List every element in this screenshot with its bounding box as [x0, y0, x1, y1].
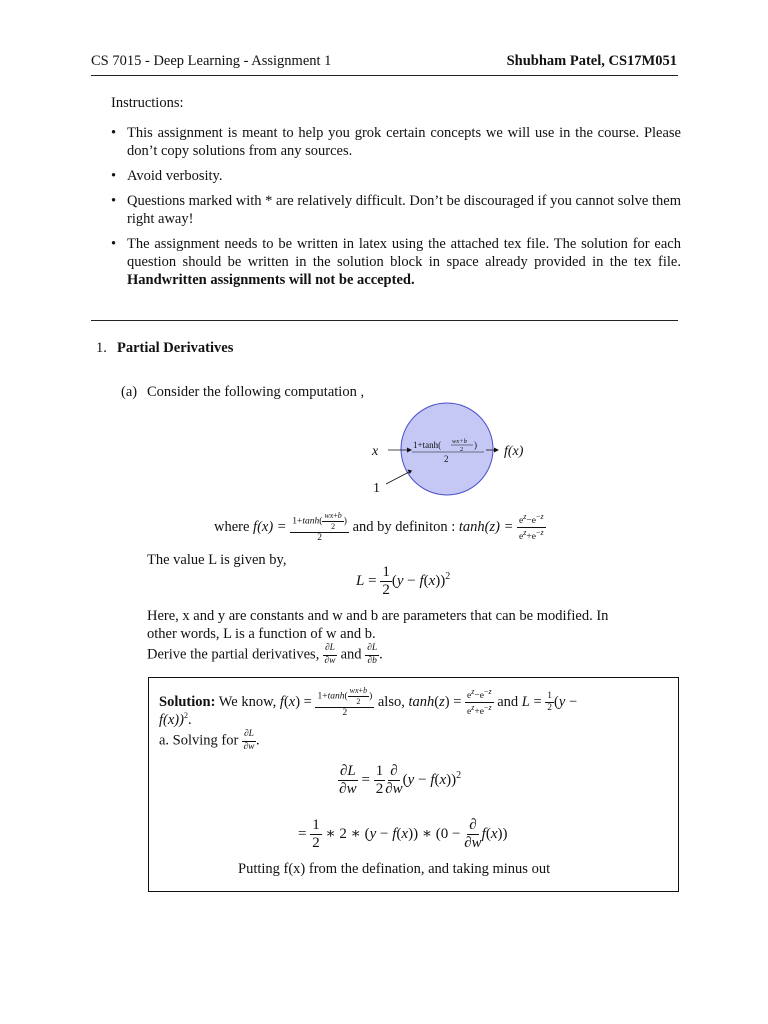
computation-diagram [360, 400, 540, 505]
author-id: CS17M051 [608, 53, 677, 69]
derive-text: Derive the partial derivatives, $\frac{\partial L}{\partial w}$ and $\frac{\partial L}{\partial b}$ . [147, 643, 383, 666]
section-title: Partial Derivatives [117, 340, 234, 356]
loss-equation: L = $\frac{1}{2}$ $(y - f(x))^2$ [356, 564, 451, 598]
instruction-bold-note: Handwritten assignments will not be accepted. [127, 272, 415, 288]
output-arrowhead [494, 448, 499, 453]
input-x-label: x [372, 444, 379, 459]
solution-label: Solution: [159, 694, 216, 711]
input-one-arrow [386, 472, 409, 484]
here-line-2: other words, L is a function of w and b. [147, 626, 376, 642]
author-separator: , [601, 53, 609, 69]
node-denominator: 2 [444, 454, 449, 464]
section-number: 1. [96, 340, 107, 356]
section-rule [91, 320, 678, 321]
instruction-item: • Avoid verbosity. [111, 167, 681, 185]
author-header [507, 53, 677, 70]
instruction-item: • This assignment is meant to help you grok certain concepts we will use in the course. Please don’t copy solutions from any sources. [111, 124, 681, 160]
output-label: f(x) [504, 444, 524, 459]
derivative-equation-1: $\frac{\partial L}{\partial w}$ = $\frac{1}{2}$ $\frac{\partial}{\partial w}$ $(y - f(x))^2$ [339, 763, 462, 797]
solution-putting-line: Putting f(x) from the defination, and taking minus out [238, 861, 551, 877]
value-text: The value L is given by, [147, 552, 287, 568]
solution-line-1: Solution: We know, f(x) = 1+tanh( $\frac{wx+b}{2}$ ) 2 also, tanh(z) = $\frac{e^z-e^{-z}}{e^z+e^{-z}}$ and L = $\frac{1}{2}$ (y − [159, 686, 578, 718]
instruction-item: • Questions marked with * are relatively difficult. Don’t be discouraged if you cannot solve them right away! [111, 192, 681, 228]
solution-line-2: f(x))$^2$. [159, 711, 192, 728]
question-intro: Consider the following computation , [147, 384, 365, 400]
where-definition: where f(x) = 1+tanh( $\frac{wx+b}{2}$ ) 2 and by definiton : tanh(z) = $\frac{e^z-e^{-z}}{e^z+e^{-z}}$ [214, 511, 544, 543]
question-label: (a) [121, 384, 138, 400]
fx-fraction: 1+tanh( $\frac{wx+b}{2}$ ) 2 [292, 511, 347, 543]
tanh-fraction: $\frac{e^z-e^{-z}}{e^z+e^{-z}}$ [519, 511, 544, 543]
instructions-list [111, 124, 681, 296]
derivative-equation-2: = $\frac{1}{2}$ ∗ 2 ∗ (y − f(x)) ∗ (0 − $\frac{\partial}{\partial w}$ f(x)) [298, 817, 508, 851]
course-header: CS 7015 - Deep Learning - Assignment 1 [91, 53, 332, 69]
author-name: Shubham Patel [506, 53, 602, 69]
node-inner-denominator: 2 [460, 446, 464, 453]
node-numerator: 1+tanh( [413, 440, 442, 450]
instructions-label: Instructions: [111, 95, 184, 111]
header-rule [91, 75, 678, 76]
node-close-paren: ) [474, 440, 477, 450]
instruction-item: • The assignment needs to be written in latex using the attached tex file. The solution for each question should be written in the solution block in space already provided in the tex file. Handwritten assignments will not be accepted. [111, 235, 681, 289]
here-line-1: Here, x and y are constants and w and b are parameters that can be modified. In [147, 608, 609, 624]
input-one-label: 1 [373, 481, 380, 496]
node-inner-numerator: wx+b [452, 438, 467, 445]
solution-line-3: a. Solving for $\frac{\partial L}{\partial w}$ . [159, 729, 260, 752]
